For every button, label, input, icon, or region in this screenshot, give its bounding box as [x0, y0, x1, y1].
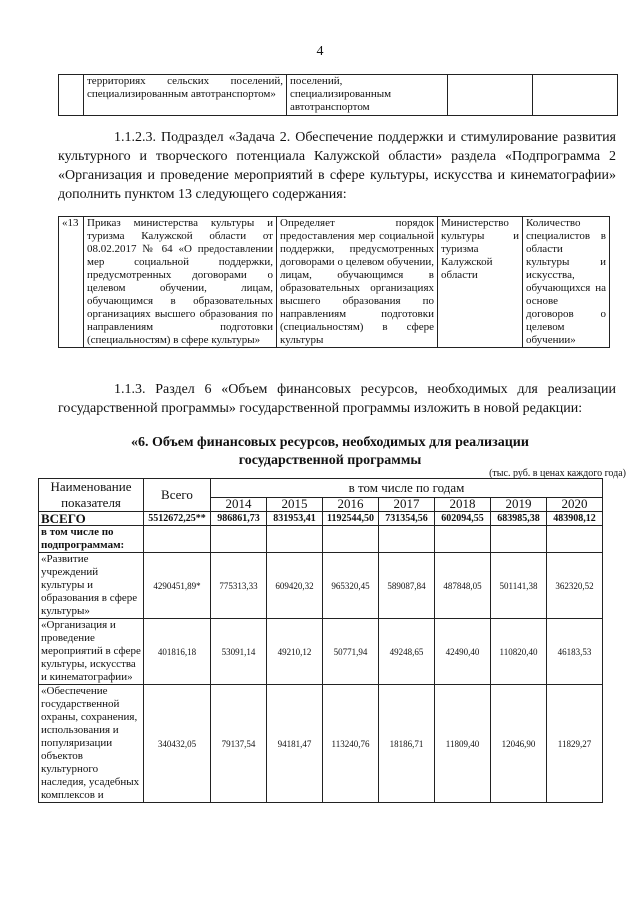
year-cell: 2015 [267, 497, 323, 511]
header-name: Наименование показателя [39, 479, 144, 512]
continued-table [58, 74, 618, 116]
year-cell: 2017 [379, 497, 435, 511]
item-description: Определяет порядок предоставления мер социальной поддержки, предусмотренных договорами о целевом обучении, лицам, обучающимся в образовательных организациях высшего образования по направлениям подготовки (специальностям) в сфере культуры [277, 217, 438, 348]
table-row: «Организация и проведение мероприятий в сфере культуры, искусства и кинематографии» 401816,18 53091,14 49210,12 50771,94 49248,65 42490,40 110820,40 46183,53 [39, 619, 603, 685]
cell-text: территориях сельских поселений, специализированным автотранспортом» [84, 75, 287, 116]
header-total: Всего [144, 479, 211, 512]
item-number: «13 [59, 217, 84, 348]
header-years: в том числе по годам [211, 479, 603, 498]
cell-text: поселений, специализированным автотранспортом [287, 75, 448, 116]
page-number: 4 [316, 44, 324, 59]
year-cell: 2018 [435, 497, 491, 511]
item-indicator: Количество специалистов в области культуры и искусства, обучающихся на основе договоров о целевом обучении» [523, 217, 610, 348]
units-note: (тыс. руб. в ценах каждого года) [489, 468, 626, 479]
table-row: «Обеспечение государственной охраны, сохранения, использования и популяризации объектов культурного наследия, усадебных комплексов и 340432,05 79137,54 94181,47 113240,76 18186,71 11809,40 12046,90 11829,27 [39, 685, 603, 803]
table-row: ВСЕГО 5512672,25** 986861,73 831953,41 1192544,50 731354,56 602094,55 683985,38 483908,12 [39, 512, 603, 526]
year-cell: 2014 [211, 497, 267, 511]
paragraph-1: 1.1.2.3. Подраздел «Задача 2. Обеспечение поддержки и стимулирование развития культурного и творческого потенциала Калужской области» раздела «Подпрограмма 2 «Организация и проведение мероприятий в сфере культуры, искусства и кинематографии» дополнить пунктом 13 следующего содержания: [58, 130, 616, 202]
table-row: «Развитие учреждений культуры и образования в сфере культуры» 4290451,89* 775313,33 609420,32 965320,45 589087,84 487848,05 501141,38 362320,52 [39, 553, 603, 619]
year-cell: 2020 [547, 497, 603, 511]
section-title: «6. Объем финансовых ресурсов, необходимых для реализации государственной программы [131, 435, 529, 468]
table-row: в том числе по подпрограммам: [39, 526, 603, 553]
item-13-table [58, 216, 610, 348]
year-cell: 2019 [491, 497, 547, 511]
year-cell: 2016 [323, 497, 379, 511]
item-document: Приказ министерства культуры и туризма Калужской области от 08.02.2017 № 64 «О предоставлении мер социальной поддержки, предусмотренных договорами о целевом обучении, лицам, обучающимся в образовательных организациях высшего образования по направлениям подготовки (специальностям) в сфере культуры» [84, 217, 277, 348]
item-responsible: Министерство культуры и туризма Калужской области [438, 217, 523, 348]
paragraph-2: 1.1.3. Раздел 6 «Объем финансовых ресурсов, необходимых для реализации государственной программы» государственной программы изложить в новой редакции: [58, 382, 616, 416]
finance-table [38, 478, 603, 803]
